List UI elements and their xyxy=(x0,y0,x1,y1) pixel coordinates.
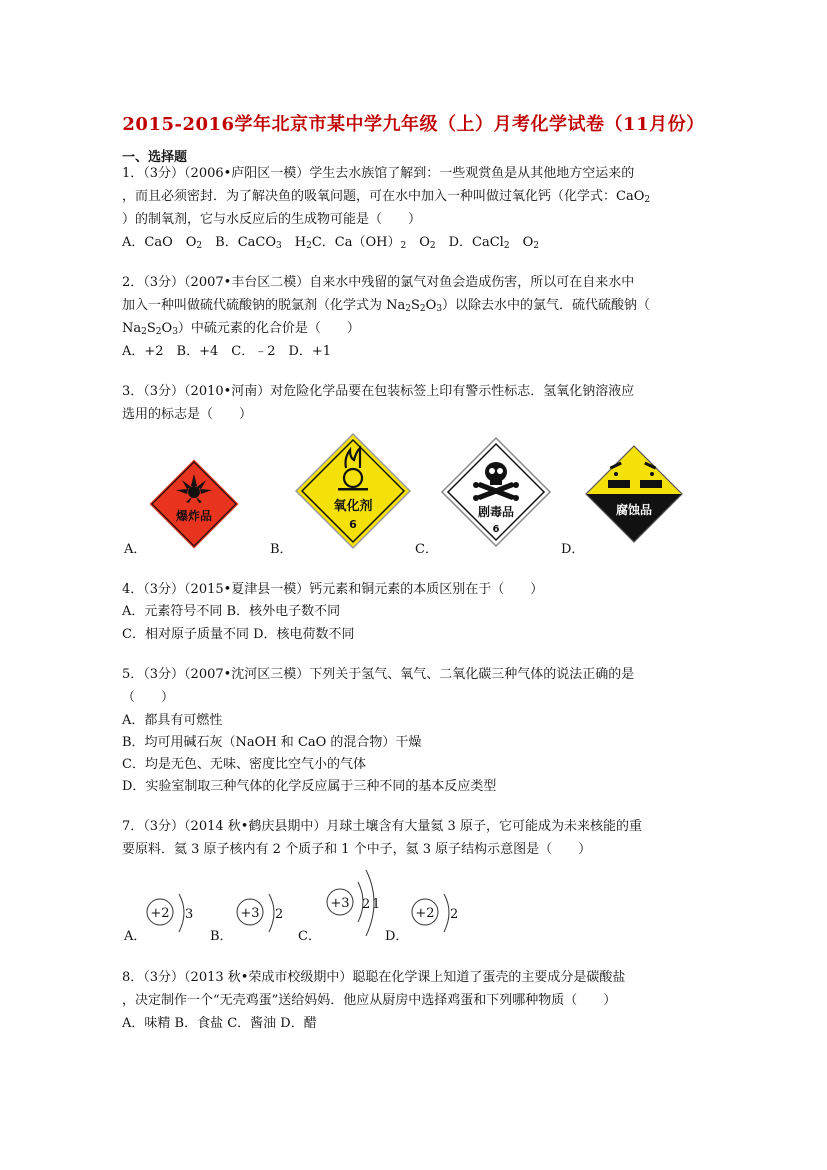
q3-label-c: C． xyxy=(415,542,438,557)
oxidizer-sign-text: 氧化剂 xyxy=(333,499,373,514)
corrosive-sign-text: 腐蚀品 xyxy=(615,503,653,517)
q2-line1: 2．（3分）（2007•丰台区二模）自来水中残留的氯气对鱼会造成伤害，所以可在自来水中 xyxy=(122,275,635,290)
q3-line1: 3．（3分）（2010•河南）对危险化学品要在包装标签上印有警示性标志．氢氧化钠溶液应 xyxy=(122,384,635,399)
q3-line2: 选用的标志是（ ） xyxy=(122,407,253,422)
toxic-sign-text: 剧毒品 xyxy=(477,505,515,519)
q8-line2: ，决定制作一个“无壳鸡蛋”送给妈妈．他应从厨房中选择鸡蛋和下列哪种物质（ ） xyxy=(122,993,617,1008)
q5-option-b: B．均可用碱石灰（NaOH 和 CaO 的混合物）干燥 xyxy=(122,735,422,750)
q8-line1: 8．（3分）（2013 秋•荣成市校级期中）聪聪在化学课上知道了蛋壳的主要成分是碳酸盐 xyxy=(122,970,626,985)
q4-line3: C．相对原子质量不同 D．核电荷数不同 xyxy=(122,627,355,642)
atom-diagram-c xyxy=(320,864,384,944)
shell-c-electrons-2: 1 xyxy=(372,897,381,912)
q3-label-a: A． xyxy=(124,542,147,557)
q2-line3: $Na_2S_2O_3$）中硫元素的化合价是（ ） xyxy=(122,321,360,337)
shell-b-electrons: 2 xyxy=(275,907,284,922)
q8-line3: A．味精 B．食盐 C．酱油 D．醋 xyxy=(122,1016,317,1031)
q2-options: A．+2 B．+4 C．﹣2 D．+1 xyxy=(122,344,332,359)
nucleus-c-label: +3 xyxy=(330,896,350,911)
q7-label-b: B． xyxy=(210,929,233,944)
oxidizer-sign-icon xyxy=(294,432,412,550)
q3-label-d: D． xyxy=(561,542,585,557)
q5-line1: 5．（3分）（2007•沈河区三模）下列关于氢气、氧气、二氧化碳三种气体的说法正确的是 xyxy=(122,667,635,682)
q7-line2: 要原料．氦 3 原子核内有 2 个质子和 1 个中子，氦 3 原子结构示意图是（ ） xyxy=(122,842,592,857)
nucleus-a-label: +2 xyxy=(150,906,170,921)
q2-line2: 加入一种叫做硫代硫酸钠的脱氯剂（化学式为 $Na_2S_2O_3$）以除去水中的氯气．硫代硫酸钠（ xyxy=(122,298,651,314)
shell-a-electrons: 3 xyxy=(185,907,194,922)
section-heading: 一、选择题 xyxy=(122,150,188,165)
q3-label-b: B． xyxy=(270,542,293,557)
nucleus-d-label: +2 xyxy=(415,906,435,921)
toxic-sign-number: 6 xyxy=(492,524,500,535)
atom-diagram-d xyxy=(408,888,460,940)
atom-diagram-a xyxy=(145,888,197,940)
q1-line2: ，而且必须密封．为了解决鱼的吸氧问题，可在水中加入一种叫做过氧化钙（化学式：CaO$_2$ xyxy=(122,189,651,205)
q4-line1: 4．（3分）（2015•夏津县一模）钙元素和铜元素的本质区别在于（ ） xyxy=(122,582,544,597)
toxic-sign-icon xyxy=(440,436,552,548)
q7-line1: 7．（3分）（2014 秋•鹤庆县期中）月球土壤含有大量氦 3 原子，它可能成为未来核能的重 xyxy=(122,819,642,834)
shell-c-electrons-1: 2 xyxy=(362,897,371,912)
shell-d-electrons: 2 xyxy=(450,907,459,922)
q4-line2: A．元素符号不同 B．核外电子数不同 xyxy=(122,604,341,619)
q5-line2: （ ） xyxy=(122,690,175,705)
q1-options: A．CaO $O_2$ B．CaCO$_3$ $H_2C$．$Ca(OH)_2$ $O_2$ D．CaCl$_2$ $O_2$ xyxy=(122,235,539,251)
q5-option-c: C．均是无色、无味、密度比空气小的气体 xyxy=(122,757,366,772)
atom-diagram-b xyxy=(233,888,285,940)
q1-line3: ）的制氧剂，它与水反应后的生成物可能是（ ） xyxy=(122,212,422,227)
q7-label-a: A． xyxy=(124,929,147,944)
q1-line1: 1．（3分）（2006•庐阳区一模）学生去水族馆了解到：一些观赏鱼是从其他地方空运来的 xyxy=(122,166,635,181)
nucleus-b-label: +3 xyxy=(240,906,260,921)
q7-label-c: C． xyxy=(298,929,321,944)
q7-label-d: D． xyxy=(385,929,409,944)
explosive-sign-icon xyxy=(146,456,242,552)
q5-option-d: D．实验室制取三种气体的化学反应属于三种不同的基本反应类型 xyxy=(122,779,497,794)
q5-option-a: A．都具有可燃性 xyxy=(122,713,223,728)
explosive-sign-text: 爆炸品 xyxy=(175,509,213,523)
exam-title: 2015-2016学年北京市某中学九年级（上）月考化学试卷（11月份） xyxy=(122,114,705,135)
oxidizer-sign-number: 6 xyxy=(349,518,357,531)
corrosive-sign-icon xyxy=(584,444,684,544)
